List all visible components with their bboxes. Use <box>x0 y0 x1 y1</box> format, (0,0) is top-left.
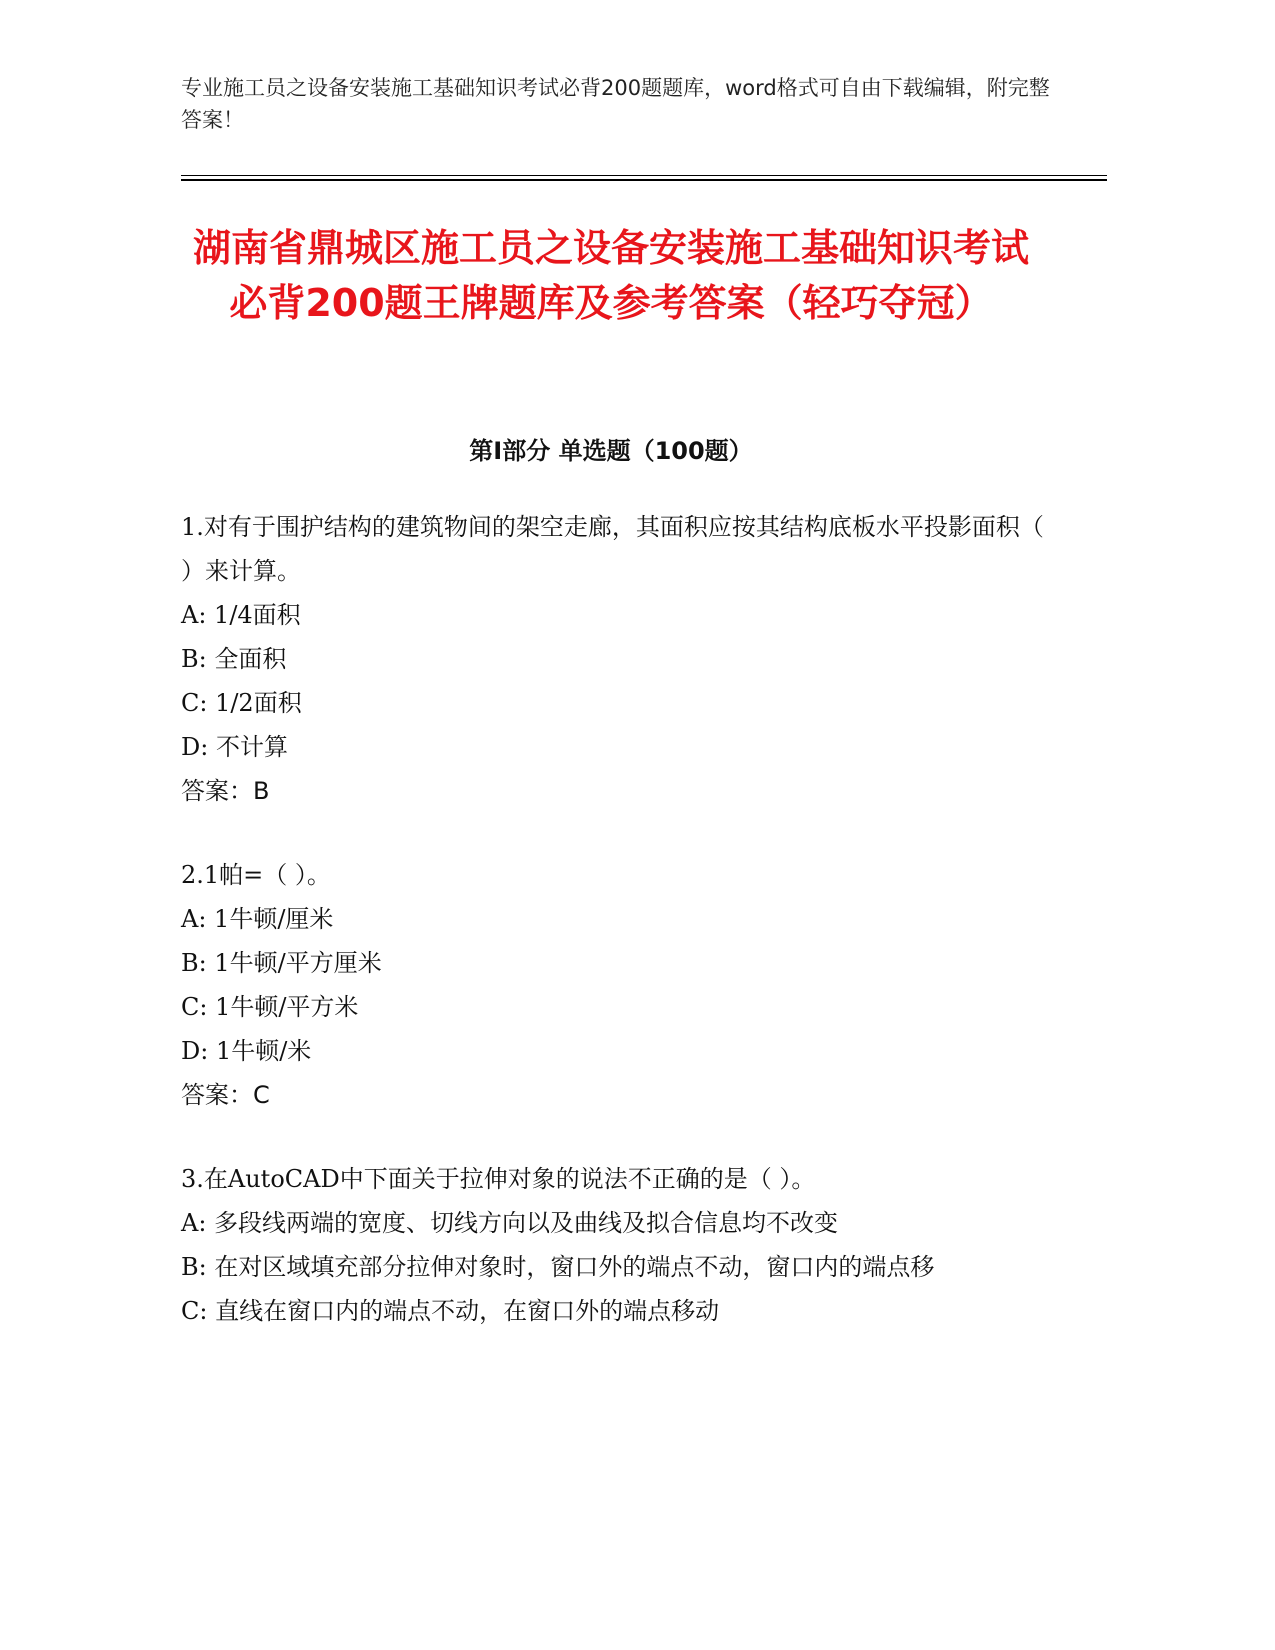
page-header <box>181 72 1061 136</box>
option-a: A: 1/4面积 <box>181 601 301 629</box>
option-d: D: 不计算 <box>181 733 288 761</box>
header-divider-thin <box>181 175 1107 176</box>
option-a: A: 1牛顿/厘米 <box>181 905 334 933</box>
option-b: B: 1牛顿/平方厘米 <box>181 949 382 977</box>
section-heading: 第I部分 单选题（100题） <box>469 437 753 465</box>
answer: 答案：C <box>181 1081 270 1109</box>
option-a: A: 多段线两端的宽度、切线方向以及曲线及拟合信息均不改变 <box>181 1209 839 1237</box>
question-2 <box>181 853 1061 1117</box>
option-b: B: 全面积 <box>181 645 287 673</box>
question-3 <box>181 1157 1061 1333</box>
option-d: D: 1牛顿/米 <box>181 1037 312 1065</box>
answer: 答案：B <box>181 777 270 805</box>
question-1 <box>181 505 1061 813</box>
option-c: C: 直线在窗口内的端点不动，在窗口外的端点移动 <box>181 1297 720 1325</box>
question-stem: 1.对有于围护结构的建筑物间的架空走廊，其面积应按其结构底板水平投影面积（ ）来计算。 <box>181 513 1044 585</box>
header-text: 专业施工员之设备安装施工基础知识考试必背200题题库，word格式可自由下载编辑，附完整答案！ <box>181 76 1050 132</box>
document-title: 湖南省鼎城区施工员之设备安装施工基础知识考试必背200题王牌题库及参考答案（轻巧夺冠） <box>192 226 1029 325</box>
option-c: C: 1/2面积 <box>181 689 302 717</box>
question-stem: 3.在AutoCAD中下面关于拉伸对象的说法不正确的是（ ）。 <box>181 1165 816 1193</box>
option-c: C: 1牛顿/平方米 <box>181 993 359 1021</box>
question-stem: 2.1帕=（ ）。 <box>181 861 331 889</box>
header-divider-thick <box>181 179 1107 181</box>
option-b: B: 在对区域填充部分拉伸对象时，窗口外的端点不动，窗口内的端点移 <box>181 1253 935 1281</box>
